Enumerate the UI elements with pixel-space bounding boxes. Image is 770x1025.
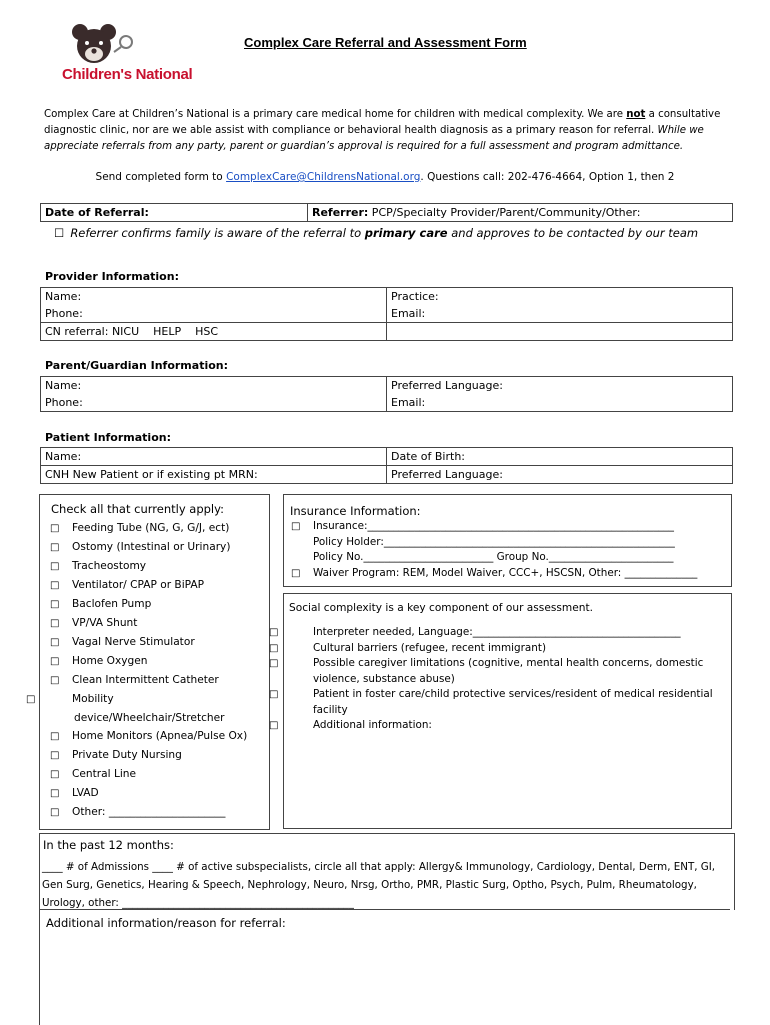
referrer-field[interactable]: Referrer: PCP/Specialty Provider/Parent/Community/Other: xyxy=(308,204,733,222)
provider-table xyxy=(40,287,733,341)
brand-name: Children's National xyxy=(62,66,193,83)
intro-part1: Complex Care at Children’s National is a primary care medical home for children with medical complexity. We are xyxy=(44,109,627,120)
check-item-box[interactable]: □ xyxy=(50,637,60,648)
check-item-label: Ventilator/ CPAP or BiPAP xyxy=(72,579,204,591)
check-all-title: Check all that currently apply: xyxy=(51,502,224,516)
social-item-label: Cultural barriers (refugee, recent immigrant) xyxy=(313,641,546,654)
provider-empty-cell xyxy=(387,323,733,341)
patient-table xyxy=(40,447,733,484)
social-item-label: Additional information: xyxy=(313,719,432,731)
check-item[interactable] xyxy=(50,633,265,652)
check-item-label: Clean Intermittent Catheter xyxy=(72,674,219,686)
check-item-box[interactable]: □ xyxy=(50,750,60,761)
intro-not: not xyxy=(626,109,646,120)
social-box xyxy=(269,593,732,829)
check-item[interactable] xyxy=(50,784,265,803)
check-item-box[interactable]: □ xyxy=(50,656,60,667)
check-item[interactable] xyxy=(50,803,265,822)
policy-number-line[interactable]: Policy No._________________________ Group No.________________________ xyxy=(313,551,674,563)
check-item-label: LVAD xyxy=(72,787,99,799)
waiver-line[interactable]: □ Waiver Program: REM, Model Waiver, CCC+, HSCSN, Other: ______________ xyxy=(291,566,697,582)
provider-email-field[interactable]: Email: xyxy=(387,305,733,323)
check-item-label: Central Line xyxy=(72,768,137,780)
check-all-list xyxy=(26,519,265,822)
parent-name-field[interactable]: Name: xyxy=(41,377,387,395)
social-item-box[interactable]: □ xyxy=(269,658,279,669)
confirm-part1: Referrer confirms family is aware of the referral to xyxy=(70,226,365,240)
check-item-label: Home Oxygen xyxy=(72,655,148,667)
social-item-box[interactable]: □ xyxy=(269,627,279,638)
insurance-line[interactable]: □ Insurance:___________________________________________________________ xyxy=(291,519,697,535)
check-item-box[interactable]: □ xyxy=(50,580,60,591)
check-item-box[interactable]: □ xyxy=(50,618,60,629)
social-item[interactable] xyxy=(269,656,721,687)
social-item-box[interactable]: □ xyxy=(269,642,279,654)
patient-language-field[interactable]: Preferred Language: xyxy=(387,466,733,484)
intro-part2: a consultative diagnostic clinic, nor are we able assist with compliance or behavioral health diagnosis as a primary reason for referral. xyxy=(44,109,721,136)
check-item-label: VP/VA Shunt xyxy=(72,617,138,629)
social-item[interactable] xyxy=(269,641,721,657)
social-item[interactable] xyxy=(269,687,721,718)
check-item-box[interactable]: □ xyxy=(50,523,60,534)
check-item[interactable] xyxy=(50,765,265,784)
social-item[interactable] xyxy=(269,718,721,734)
parent-phone-field[interactable]: Phone: xyxy=(41,394,387,412)
social-item-label: Possible caregiver limitations (cognitive, mental health concerns, domestic violence, substance abuse) xyxy=(313,657,704,685)
provider-title: Provider Information: xyxy=(45,270,179,283)
past-line-2: Gen Surg, Genetics, Hearing & Speech, Nephrology, Neuro, Nrsg, Ortho, PMR, Plastic Surg, Optho, Psych, Pulm, Rheumatology, xyxy=(42,879,697,891)
check-item[interactable] xyxy=(50,746,265,765)
check-item-label: Other: ______________________ xyxy=(72,806,226,818)
check-item-label: Home Monitors (Apnea/Pulse Ox) xyxy=(72,730,248,742)
check-item[interactable] xyxy=(50,538,265,557)
check-item-box[interactable]: □ xyxy=(50,769,60,780)
past-title: In the past 12 months: xyxy=(43,838,174,852)
check-item-label: Feeding Tube (NG, G, G/J, ect) xyxy=(72,522,230,534)
send-prefix: Send completed form to xyxy=(95,171,227,183)
check-item-box[interactable]: □ xyxy=(26,694,36,705)
check-item-label: Tracheostomy xyxy=(72,560,147,572)
social-title: Social complexity is a key component of our assessment. xyxy=(289,602,593,614)
check-all-box xyxy=(26,494,270,830)
social-item[interactable] xyxy=(269,625,721,641)
patient-dob-field[interactable]: Date of Birth: xyxy=(387,448,733,466)
confirm-bold: primary care xyxy=(364,226,448,240)
send-instructions xyxy=(0,171,770,183)
social-list xyxy=(269,625,721,734)
insurance-checkbox[interactable]: □ xyxy=(291,521,301,532)
patient-title: Patient Information: xyxy=(45,431,171,444)
insurance-title: Insurance Information: xyxy=(290,504,421,518)
patient-mrn-field[interactable]: CNH New Patient or if existing pt MRN: xyxy=(41,466,387,484)
referral-table xyxy=(40,203,733,222)
childrens-national-logo xyxy=(62,22,212,86)
social-item-box[interactable]: □ xyxy=(269,689,279,700)
parent-table xyxy=(40,376,733,412)
form-title: Complex Care Referral and Assessment Form xyxy=(244,35,527,50)
past-12-months-box xyxy=(39,833,735,910)
check-item-box[interactable]: □ xyxy=(50,599,60,610)
send-suffix: . Questions call: 202-476-4664, Option 1, then 2 xyxy=(420,171,675,183)
confirm-part2: and approves to be contacted by our team xyxy=(447,226,699,240)
provider-name-field[interactable]: Name: xyxy=(41,288,387,306)
social-item-label: Interpreter needed, Language:________________________________________ xyxy=(313,626,681,638)
date-of-referral-field[interactable]: Date of Referral: xyxy=(41,204,308,222)
parent-email-field[interactable]: Email: xyxy=(387,394,733,412)
policy-holder-line[interactable]: Policy Holder:________________________________________________________ xyxy=(313,535,675,548)
social-item-box[interactable]: □ xyxy=(269,720,279,731)
check-item[interactable] xyxy=(50,671,265,690)
check-item[interactable] xyxy=(50,576,265,595)
additional-title: Additional information/reason for referral: xyxy=(46,916,286,930)
check-item[interactable] xyxy=(50,519,265,538)
waiver-checkbox[interactable]: □ xyxy=(291,567,301,579)
intro-italic: While we appreciate referrals from any party, parent or guardian’s approval is required for a full assessment and program admittance. xyxy=(44,125,704,152)
check-item[interactable] xyxy=(26,690,254,727)
check-item-label: Ostomy (Intestinal or Urinary) xyxy=(72,541,231,553)
check-item-label: Vagal Nerve Stimulator xyxy=(72,636,195,648)
check-item[interactable] xyxy=(50,557,265,576)
cn-referral-field[interactable]: CN referral: NICU HELP HSC xyxy=(41,323,387,341)
additional-info-box[interactable] xyxy=(39,909,730,1025)
provider-practice-field[interactable]: Practice: xyxy=(387,288,733,306)
parent-language-field[interactable]: Preferred Language: xyxy=(387,377,733,395)
check-item-label: Private Duty Nursing xyxy=(72,749,182,761)
check-item-box[interactable]: □ xyxy=(50,561,60,572)
check-item-box[interactable]: □ xyxy=(50,807,60,818)
check-item-label: Baclofen Pump xyxy=(72,598,152,610)
check-item-box[interactable]: □ xyxy=(50,788,60,799)
patient-name-field[interactable]: Name: xyxy=(41,448,387,466)
check-item-box[interactable]: □ xyxy=(50,542,60,553)
social-item-label: Patient in foster care/child protective services/resident of medical residential facility xyxy=(313,688,713,716)
check-item[interactable] xyxy=(50,614,265,633)
check-item[interactable] xyxy=(50,652,265,671)
confirm-checkbox[interactable]: ☐ xyxy=(54,226,65,240)
referrer-confirm xyxy=(54,226,698,240)
check-item-label: Mobility device/Wheelchair/Stretcher xyxy=(72,693,225,724)
parent-title: Parent/Guardian Information: xyxy=(45,359,229,372)
check-item-box[interactable]: □ xyxy=(50,675,60,686)
insurance-box xyxy=(283,494,732,587)
bear-logo-icon xyxy=(68,22,138,66)
provider-phone-field[interactable]: Phone: xyxy=(41,305,387,323)
email-link[interactable]: ComplexCare@ChildrensNational.org xyxy=(226,171,421,183)
check-item-box[interactable]: □ xyxy=(50,731,60,742)
check-item[interactable] xyxy=(50,595,265,614)
check-item[interactable] xyxy=(50,727,265,746)
past-line-1[interactable]: ____ # of Admissions ____ # of active subspecialists, circle all that apply: Allergy& Immunology, Cardiology, Dental, Derm, ENT, GI, xyxy=(42,861,716,873)
past-line-3[interactable]: Urology, other: _____________________________________________ xyxy=(42,897,354,909)
intro-paragraph xyxy=(44,107,734,155)
